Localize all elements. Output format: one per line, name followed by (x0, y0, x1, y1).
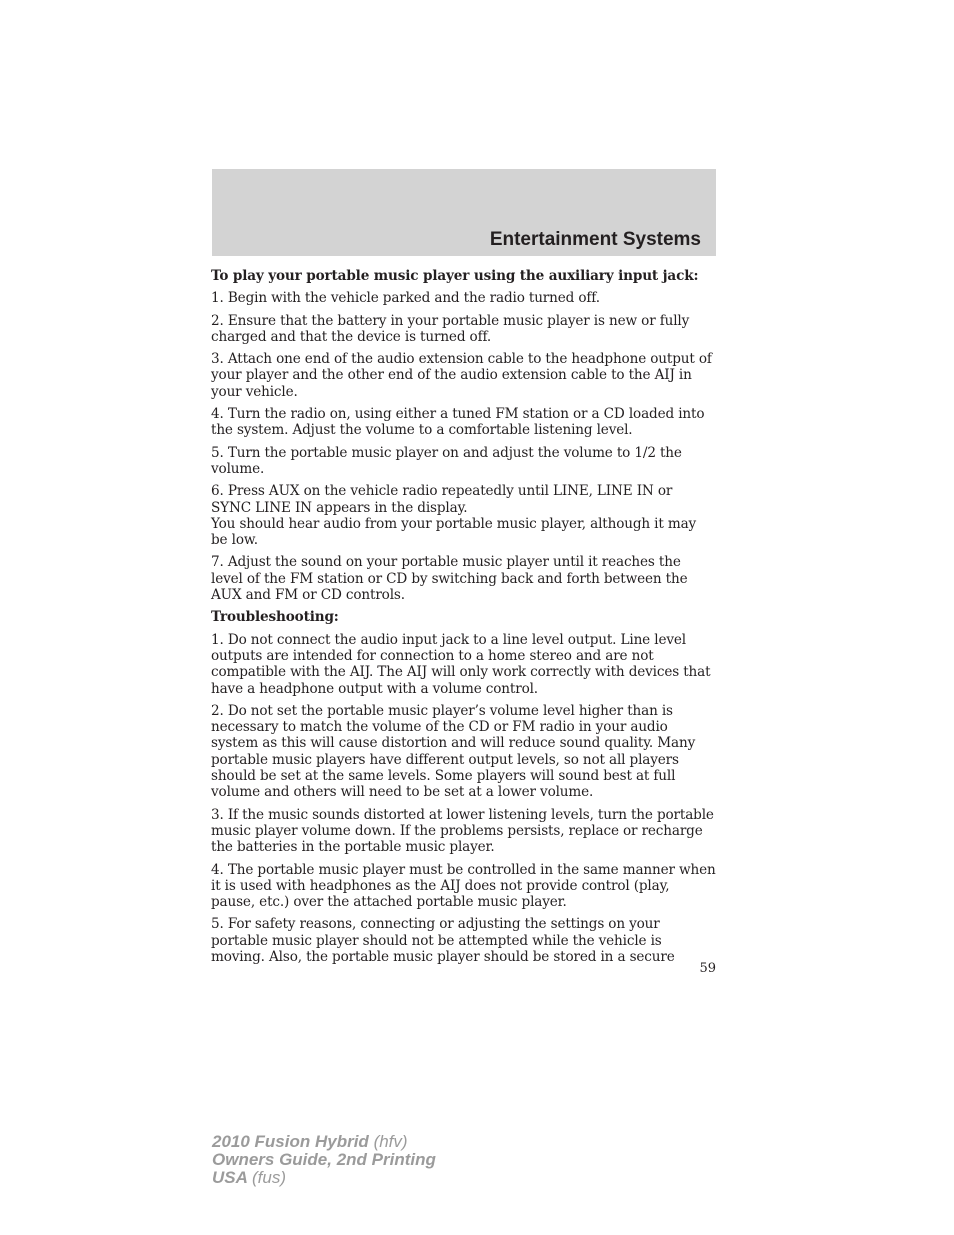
footer-market: USA (212, 1168, 248, 1187)
instruction-step: 7. Adjust the sound on your portable music player until it reaches the level of the FM station or CD by switching back and forth between the AUX and FM or CD controls. (211, 554, 688, 604)
footer-line-model (212, 1133, 436, 1151)
section-header-band (212, 169, 716, 256)
troubleshooting-item: 3. If the music sounds distorted at lower listening levels, turn the portable music player volume down. If the problems persists, replace or recharge the batteries in the portable music player. (211, 806, 714, 856)
troubleshooting-item: 4. The portable music player must be controlled in the same manner when it is used with headphones as the AIJ does not provide control (play, pause, etc.) over the attached portable music player. (211, 861, 716, 911)
instruction-step: 1. Begin with the vehicle parked and the radio turned off. (211, 290, 600, 307)
footer-market-code: (fus) (252, 1168, 286, 1187)
troubleshooting-heading: Troubleshooting: (211, 609, 339, 626)
footer-guide-edition: Owners Guide, 2nd Printing (212, 1150, 436, 1169)
instruction-step: 3. Attach one end of the audio extension cable to the headphone output of your player and the other end of the audio extension cable to the AIJ in your vehicle. (211, 351, 712, 400)
instruction-note: You should hear audio from your portable music player, although it may be low. (211, 515, 697, 549)
instruction-step: 2. Ensure that the battery in your portable music player is new or fully charged and that the device is turned off. (211, 312, 690, 345)
section-title: Entertainment Systems (489, 229, 701, 250)
page-content (211, 268, 716, 965)
instruction-step: 6. Press AUX on the vehicle radio repeatedly until LINE, LINE IN or SYNC LINE IN appears in the display. (211, 483, 673, 516)
instruction-step: 5. Turn the portable music player on and adjust the volume to 1/2 the volume. (211, 444, 682, 477)
footer-line-market (212, 1169, 436, 1187)
instructions-heading: To play your portable music player using the auxiliary input jack: (211, 268, 699, 284)
footer-model-code: (hfv) (373, 1132, 408, 1151)
footer-line-guide (212, 1151, 436, 1169)
troubleshooting-item: 2. Do not set the portable music player’s volume level higher than is necessary to match the volume of the CD or FM radio in your audio system as this will cause distortion and will reduce sound quality. Many portable music players have different output levels, so not all players should be set at the same levels. Some players will sound best at full volume and others will need to be set at a lower volume. (211, 702, 696, 801)
instruction-step: 4. Turn the radio on, using either a tuned FM station or a CD loaded into the system. Adjust the volume to a comfortable listening level. (211, 406, 705, 439)
document-footer (212, 1133, 436, 1187)
troubleshooting-item: 1. Do not connect the audio input jack to a line level output. Line level outputs are intended for connection to a home stereo and are not compatible with the AIJ. The AIJ will only work correctly with devices that have a headphone output with a volume control. (211, 631, 711, 697)
footer-model-name: 2010 Fusion Hybrid (212, 1132, 369, 1151)
troubleshooting-item: 5. For safety reasons, connecting or adjusting the settings on your portable music player should not be attempted while the vehicle is moving. Also, the portable music player should be stored in a secure (211, 916, 675, 965)
page-number: 59 (699, 961, 716, 976)
